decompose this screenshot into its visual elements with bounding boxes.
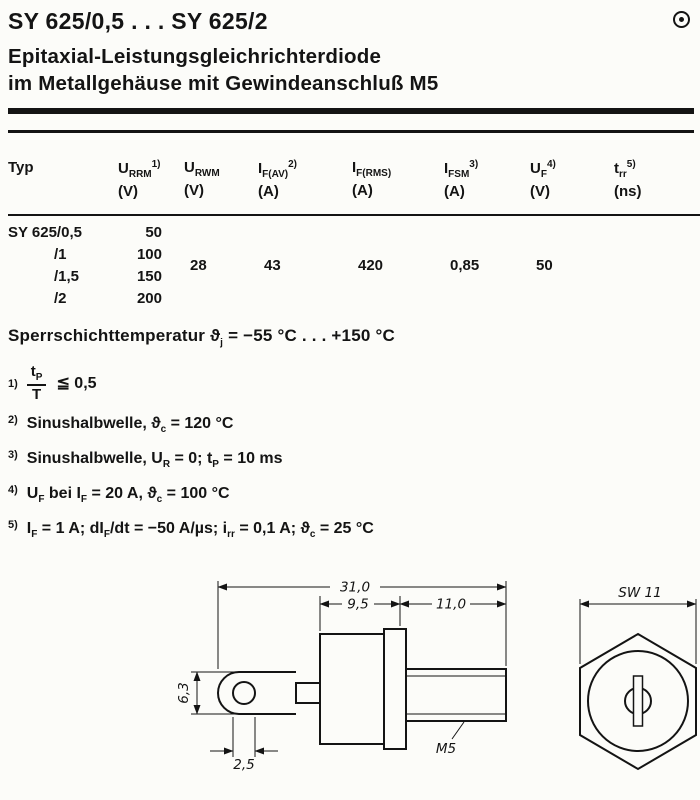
rule-thin <box>8 130 694 133</box>
col-ifsm: $I_{FSM}^{3)}$ (A) <box>444 159 530 215</box>
ifav-value: 28 <box>190 257 207 275</box>
footnote-text: Sinushalbwelle, $ϑ_c = 120$ °C <box>26 414 234 435</box>
center-slot <box>634 676 643 726</box>
dim-lug-height-label: 6,3 <box>176 682 192 705</box>
ratings-table <box>8 159 700 310</box>
col-urrm: $U_{RRM}^{1)}$ (V) <box>118 159 184 215</box>
diode-body <box>320 634 384 744</box>
typ-value: SY 625/0,5 <box>8 224 82 242</box>
wrench-size-label: SW 11 <box>618 585 662 602</box>
typ-value: /2 <box>54 290 67 308</box>
subtitle-line-2: im Metallgehäuse mit Gewindeanschluß M5 <box>8 71 439 95</box>
junction-temperature-line: Sperrschichttemperatur $ϑ_j = -55$ °C . . . +150 °C <box>8 325 395 349</box>
page-subtitle <box>8 44 694 97</box>
footnote-3 <box>8 449 694 471</box>
table-row <box>8 215 700 244</box>
body-flange <box>384 629 406 749</box>
col-ifav: $I_{F(AV)}^{2)}$ (A) <box>258 159 352 215</box>
rule-thick <box>8 108 694 114</box>
package-outline-drawing <box>8 569 700 784</box>
footnote-marker: 4) <box>8 484 18 497</box>
table-header-row <box>8 159 700 215</box>
footnote-text: $I_F = 1$ A; $dI_F/dt = -50$ A/µs; $i_{rr} = 0,1$ A; $ϑ_c = 25$ °C <box>26 520 374 541</box>
col-urwm: $U_{RWM}$ (V) <box>184 159 258 215</box>
end-view-drawing <box>580 634 696 769</box>
col-trr: $t_{rr}^{5)}$ (ns) <box>614 159 700 215</box>
footnote-marker: 1) <box>8 377 18 390</box>
col-ifrms: $I_{F(RMS)}$ (A) <box>352 159 444 215</box>
trr-value: 50 <box>536 257 553 275</box>
fraction-tp-over-t: $\frac{t_P}{T}$ <box>27 364 47 404</box>
page-header <box>8 8 694 35</box>
subtitle-line-1: Epitaxial-Leistungsgleichrichterdiode <box>8 45 382 68</box>
footnote-1 <box>8 364 694 404</box>
footnote-5 <box>8 519 694 541</box>
col-typ: Typ <box>8 159 118 215</box>
m5-leader-line <box>452 722 464 739</box>
footnote-text: $U_F$ bei $I_F = 20$ A, $ϑ_c = 100$ °C <box>26 485 230 506</box>
dim-overall-label: 31,0 <box>339 579 371 596</box>
dim-hole-label: 2,5 <box>233 757 255 774</box>
dim-stud-label: 11,0 <box>435 596 467 613</box>
lead-shaft <box>296 683 320 703</box>
uf-value: 0,85 <box>450 257 480 275</box>
thread-label: M5 <box>435 741 457 758</box>
terminal-lug <box>218 672 296 714</box>
lug-hole <box>233 682 255 704</box>
footnote-text: Sinushalbwelle, $U_R = 0$; $t_P = 10$ ms <box>26 449 283 471</box>
footnote-2 <box>8 414 694 436</box>
urrm-value: 50 <box>145 224 162 242</box>
footnotes <box>8 364 694 541</box>
footnote-marker: 2) <box>8 413 18 426</box>
typ-value: /1,5 <box>54 268 80 286</box>
threaded-stud <box>406 669 506 721</box>
circled-dot-icon <box>673 11 690 28</box>
ifrms-value: 43 <box>264 257 281 275</box>
typ-value: /1 <box>54 246 67 264</box>
footnote-4 <box>8 484 694 506</box>
footnote-marker: 3) <box>8 448 18 461</box>
col-uf: $U_F^{4)}$ (V) <box>530 159 614 215</box>
dim-body-label: 9,5 <box>347 596 369 613</box>
urrm-value: 200 <box>136 290 162 308</box>
footnote-text: ≦ 0,5 <box>56 374 97 392</box>
urrm-value: 100 <box>136 246 162 264</box>
side-view-drawing <box>218 629 506 749</box>
urrm-value: 150 <box>136 268 162 286</box>
sw11-dimension <box>580 599 696 664</box>
footnote-marker: 5) <box>8 519 18 532</box>
page-title: SY 625/0,5 . . . SY 625/2 <box>8 8 268 34</box>
ifsm-value: 420 <box>358 257 384 275</box>
